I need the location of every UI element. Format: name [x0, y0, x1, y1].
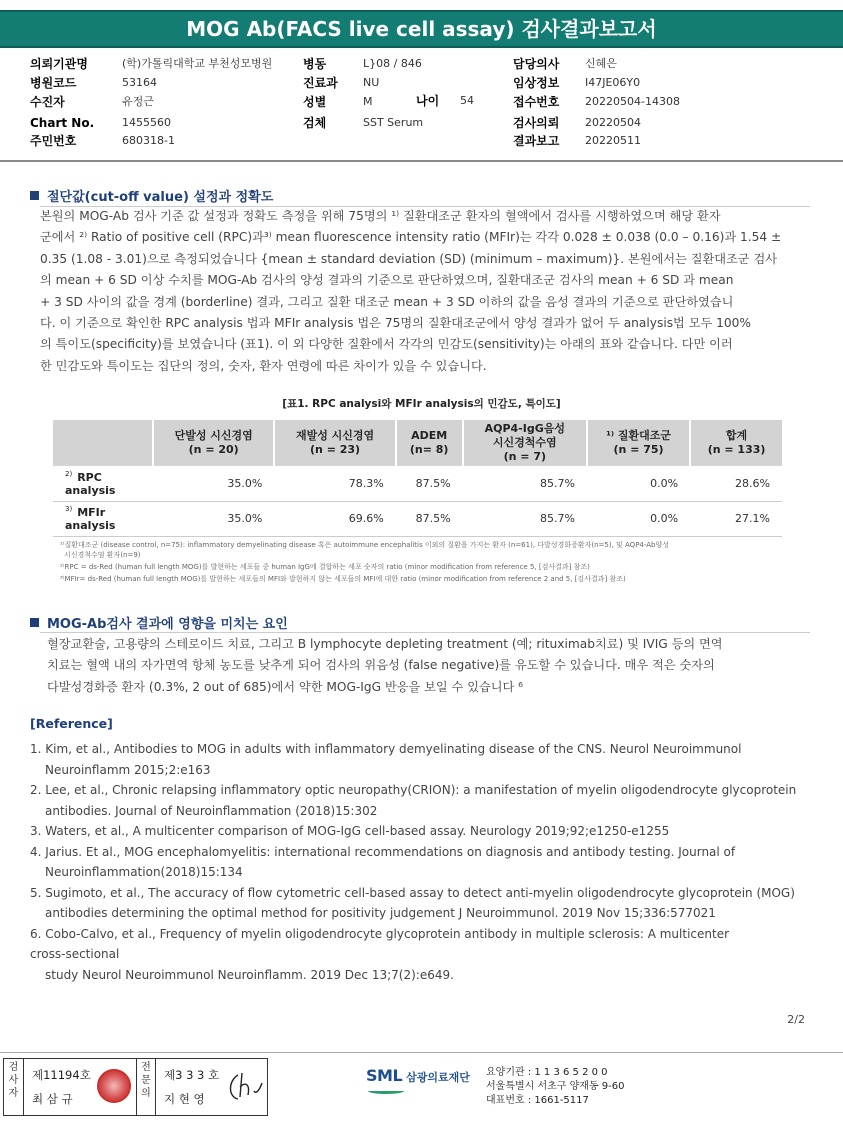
- table-cell: 78.3%: [274, 466, 395, 501]
- page-number: 2/2: [787, 1013, 805, 1026]
- info-value: 유정근: [122, 95, 154, 108]
- info-label: 병동: [303, 57, 327, 71]
- info-label: 수진자: [30, 95, 65, 109]
- info-value: 20220504-14308: [585, 95, 680, 108]
- column-header-line: ADEM: [411, 429, 448, 442]
- info-label: 담당의사: [513, 57, 560, 71]
- reference-line: 1. Kim, et al., Antibodies to MOG in adults with inflammatory demyelinating disease of the CNS. Neurol Neuroimmunol: [30, 742, 742, 756]
- table-cell: 27.1%: [690, 501, 782, 536]
- info-label: 의뢰기관명: [30, 57, 88, 71]
- specialist-license: 제3 3 3 호: [164, 1068, 220, 1082]
- lab-phone: 대표번호 : 1661-5117: [486, 1095, 589, 1106]
- column-header-line: ¹⁾ 질환대조군: [606, 429, 672, 442]
- info-value: 1455560: [122, 116, 171, 129]
- section-factors-title: MOG-Ab검사 결과에 영향을 미치는 요인: [30, 613, 288, 632]
- row-footnote-mark: 2): [65, 469, 73, 478]
- row-label: [53, 501, 153, 536]
- info-label: 검체: [303, 116, 327, 130]
- table-cell: 35.0%: [153, 466, 274, 501]
- specialist-name: 지 현 영: [164, 1092, 205, 1106]
- text-line: 군에서 ²⁾ Ratio of positive cell (RPC)과³⁾ mean fluorescence intensity ratio (MFIr)는 각각 0.028 ± 0.038 (0.0 – 0.16)과 1.54 ±: [40, 230, 782, 245]
- table-caption: [표1. RPC analysi와 MFIr analysis의 민감도, 특이도]: [282, 398, 561, 410]
- table-cell: 28.6%: [690, 466, 782, 501]
- table-cell: 0.0%: [587, 466, 690, 501]
- info-label: 병원코드: [30, 76, 77, 90]
- column-header-line: 합계: [725, 429, 748, 442]
- table-cell: 69.6%: [274, 501, 395, 536]
- info-value: (학)가톨릭대학교 부천성모병원: [122, 57, 273, 70]
- text-line: 다발성경화증 환자 (0.3%, 2 out of 685)에서 약한 MOG-IgG 반응을 보일 수 있습니다 ⁶: [47, 679, 524, 694]
- table-cell: 87.5%: [396, 501, 463, 536]
- table-cell: 35.0%: [153, 501, 274, 536]
- column-header-line: (n = 133): [707, 443, 766, 456]
- footer-divider: [0, 1052, 843, 1053]
- info-value: 20220511: [585, 134, 641, 147]
- text-line: 의 특이도(specificity)를 보였습니다 (표1). 이 외 다양한 질환에서 각각의 민감도(sensitivity)는 아래의 표와 같습니다. 다만 이러: [40, 337, 733, 352]
- text-line: 한 민감도와 특이도는 집단의 정의, 숫자, 환자 연령에 따른 차이가 있을 수 있습니다.: [40, 358, 487, 373]
- reference-line: 3. Waters, et al., A multicenter comparison of MOG-IgG cell-based assay. Neurology 2019;92;e1250-e1255: [30, 824, 670, 838]
- table-row: [53, 466, 782, 501]
- text-line: 혈장교환술, 고용량의 스테로이드 치료, 그리고 B lymphocyte depleting treatment (예; rituximab치료) 및 IVIG 등의 면역: [47, 637, 723, 651]
- column-header-line: 단발성 시신경염: [174, 429, 253, 442]
- report-title: MOG Ab(FACS live cell assay) 검사결과보고서: [0, 10, 843, 48]
- column-header: [396, 420, 463, 466]
- table-corner: [53, 420, 153, 466]
- info-value: 신혜은: [585, 57, 617, 70]
- column-header-line: AQP4-IgG음성: [484, 422, 565, 435]
- reference-line: antibodies determining the optimal method for positivity judgement J Neuroimmunol. 2019 Nov 15;336:577021: [45, 906, 716, 920]
- column-header-line: 재발성 시신경염: [295, 429, 375, 442]
- reference-line: 5. Sugimoto, et al., The accuracy of flow cytometric cell-based assay to detect anti-myelin oligodendrocyte glycoprotein (MOG): [30, 885, 795, 900]
- section-cutoff-title: 절단값(cut-off value) 설정과 정확도: [30, 186, 273, 205]
- column-header-line: 시신경척수염: [492, 436, 557, 449]
- age-label: 나이: [416, 94, 440, 108]
- info-value: SST Serum: [363, 116, 424, 129]
- text-line: 의 mean + 6 SD 이상 수치를 MOG-Ab 검사의 양성 결과의 기준으로 판단하였으며, 질환대조군 검사의 mean + 6 SD 과 mean: [40, 273, 734, 288]
- signature-box: [3, 1058, 268, 1116]
- text-line: 0.35 (1.08 - 3.01)으로 측정되었습니다 {mean ± standard deviation (SD) (minimum – maximum)}. 본원에서는 질환대조군 검사: [40, 251, 778, 266]
- info-label: 접수번호: [513, 95, 560, 109]
- info-label: 주민번호: [30, 134, 77, 148]
- reference-line: Neuroinflammation(2018)15:134: [45, 865, 243, 879]
- table-cell: 85.7%: [463, 466, 587, 501]
- reference-line: study Neurol Neuroimmunol Neuroinflamm. 2019 Dec 13;7(2):e649.: [45, 967, 454, 982]
- specialist-label: 전문의: [136, 1059, 156, 1115]
- sensitivity-table: [53, 420, 782, 537]
- info-label: Chart No.: [30, 116, 95, 130]
- reference-list: [30, 739, 810, 985]
- row-label-text: RPC analysis: [65, 470, 116, 497]
- info-label: 결과보고: [513, 134, 560, 148]
- lab-address: 서울특별시 서초구 양재동 9-60: [486, 1081, 625, 1092]
- column-header-line: (n = 23): [310, 443, 361, 456]
- column-header: [274, 420, 395, 466]
- sml-logo: SML 삼광의료재단: [366, 1066, 470, 1085]
- reference-line: antibodies. Journal of Neuroinflammation (2018)15:302: [45, 803, 378, 818]
- text-line: 다. 이 기준으로 확인한 RPC analysis 법과 MFIr analysis 법은 75명의 질환대조군에서 양성 결과가 없어 두 analysis법 모두 100%: [40, 316, 751, 331]
- reference-line: 4. Jarius. Et al., MOG encephalomyelitis: international recommendations on diagnosis and antibody testing. Journal of: [30, 844, 736, 859]
- seal-stamp: [97, 1069, 131, 1103]
- table-footnote: ²⁾RPC = ds-Red (human full length MOG)를 발현하는 세포들 중 human IgG에 결합하는 세포 숫자의 ratio (minor modification from reference 5, [검사결과] 참조): [60, 563, 590, 571]
- table-cell: 87.5%: [396, 466, 463, 501]
- column-header-line: (n = 75): [613, 443, 664, 456]
- table-row: [53, 501, 782, 536]
- info-value: L}08 / 846: [363, 57, 422, 70]
- row-label-text: MFIr analysis: [65, 505, 116, 532]
- info-label: 임상정보: [513, 76, 560, 90]
- text-line: 본원의 MOG-Ab 검사 기준 값 설정과 정확도 측정을 위해 75명의 ¹⁾ 질환대조군 환자의 혈액에서 검사를 시행하였으며 해당 환자: [40, 209, 721, 223]
- info-label: 검사의뢰: [513, 116, 560, 130]
- age-value: 54: [460, 94, 474, 107]
- info-value: M: [363, 95, 373, 108]
- examiner-license: 제11194호: [32, 1068, 91, 1082]
- reference-line: 6. Cobo-Calvo, et al., Frequency of myelin oligodendrocyte glycoprotein antibody in multiple sclerosis: A multicenter: [30, 926, 730, 941]
- square-bullet-icon: [30, 618, 39, 627]
- text-line: 치료는 혈액 내의 자가면역 항체 농도를 낮추게 되어 검사의 위음성 (false negative)를 유도할 수 있습니다. 매우 적은 숫자의: [47, 658, 715, 673]
- info-value: 20220504: [585, 116, 641, 129]
- info-value: I47JE06Y0: [585, 76, 641, 89]
- header-divider: [0, 160, 843, 162]
- section-divider: [40, 632, 810, 633]
- table-cell: 85.7%: [463, 501, 587, 536]
- row-label: [53, 466, 153, 501]
- signature-icon: [224, 1067, 264, 1105]
- column-header: [463, 420, 587, 466]
- table-footnote: 시신경척수염 환자(n=9): [64, 551, 141, 559]
- column-header-line: (n= 8): [409, 443, 449, 456]
- factors-paragraph: [47, 634, 807, 698]
- reference-line: cross-sectional: [30, 947, 120, 961]
- cutoff-paragraph: [40, 206, 805, 377]
- column-header-line: (n = 20): [188, 443, 239, 456]
- lab-code: 요양기관 : 1 1 3 6 5 2 0 0: [486, 1067, 608, 1078]
- column-header: [690, 420, 782, 466]
- text-line: + 3 SD 사이의 값을 경계 (borderline) 결과, 그리고 질환 대조군 mean + 3 SD 이하의 값을 음성 결과의 기준으로 판단하였습니: [40, 294, 734, 309]
- reference-line: Neuroinflamm 2015;2:e163: [45, 762, 211, 777]
- table-cell: 0.0%: [587, 501, 690, 536]
- column-header: [153, 420, 274, 466]
- reference-line: 2. Lee, et al., Chronic relapsing inflammatory optic neuropathy(CRION): a manifestation of myelin oligodendrocyte glycoprotein: [30, 783, 797, 797]
- column-header-line: (n = 7): [503, 450, 547, 463]
- lab-info: [486, 1066, 625, 1108]
- info-value: 680318-1: [122, 134, 175, 147]
- examiner-label: 검사자: [4, 1059, 24, 1115]
- square-bullet-icon: [30, 191, 39, 200]
- table-footnote: ³⁾MFIr= ds-Red (human full length MOG)를 발현하는 세포들의 MFI와 발현하지 않는 세포들의 MFI에 대한 ratio (minor modification from reference 2 and 5, [검사결과] 참조): [60, 575, 626, 583]
- info-value: 53164: [122, 76, 157, 89]
- reference-title: [Reference]: [30, 716, 113, 731]
- info-label: 성별: [303, 95, 327, 109]
- info-label: 진료과: [303, 76, 338, 90]
- row-footnote-mark: 3): [65, 505, 73, 514]
- info-value: NU: [363, 76, 380, 89]
- column-header: [587, 420, 690, 466]
- examiner-name: 최 삼 규: [32, 1092, 73, 1106]
- table-footnote: ¹⁾질환대조군 (disease control, n=75): inflammatory demyelinating disease 혹은 autoimmune encephalitis 이외의 질환을 가지는 환자 (n=61), 다발성경화증환자(n=5), 및 AQP4-Ab양성: [60, 541, 669, 549]
